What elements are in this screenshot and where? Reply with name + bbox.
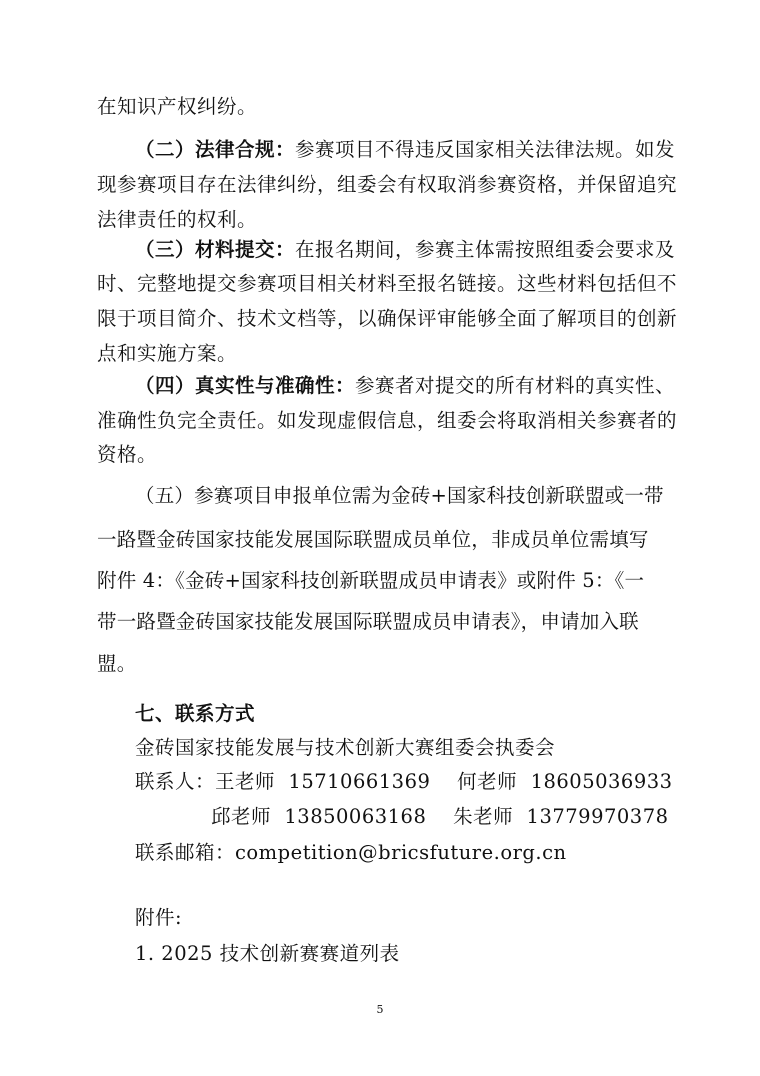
legal-compliance-text: 参赛项目不得违反国家相关法律法规。如发 — [295, 138, 676, 161]
membership-line-1: （五）参赛项目申报单位需为金砖+国家科技创新联盟或一带 — [135, 484, 664, 507]
membership-line-2: 一路暨金砖国家技能发展国际联盟成员单位，非成员单位需填写 — [97, 528, 649, 551]
material-submission-line-4: 点和实施方案。 — [97, 342, 238, 365]
page-number: 5 — [376, 1003, 384, 1016]
material-submission-text: 在报名期间，参赛主体需按照组委会要求及 — [295, 238, 676, 261]
intro-tail-line: 在知识产权纠纷。 — [97, 95, 258, 118]
legal-compliance-line-2: 现参赛项目存在法律纠纷，组委会有权取消参赛资格，并保留追究 — [97, 173, 678, 196]
membership-line-5: 盟。 — [97, 652, 137, 675]
legal-compliance-line-1 — [135, 138, 675, 162]
contact-heading: 七、联系方式 — [135, 702, 256, 725]
attachment-item-1: 1. 2025 技术创新赛赛道列表 — [135, 942, 400, 965]
legal-compliance-line-3: 法律责任的权利。 — [97, 208, 258, 231]
material-submission-line-2: 时、完整地提交参赛项目相关材料至报名链接。这些材料包括但不 — [97, 272, 678, 295]
membership-line-3: 附件 4：《金砖+国家科技创新联盟成员申请表》或附件 5：《一 — [97, 569, 645, 592]
material-submission-line-1 — [135, 238, 675, 262]
authenticity-text: 参赛者对提交的所有材料的真实性、 — [355, 374, 676, 397]
contact-persons-row-2: 邱老师 13850063168 朱老师 13779970378 — [211, 805, 669, 828]
contact-email-row — [135, 841, 567, 865]
legal-compliance-heading: （二）法律合规： — [135, 138, 296, 161]
contact-organizer: 金砖国家技能发展与技术创新大赛组委会执委会 — [135, 736, 556, 759]
contact-persons-first: 王老师 15710661369 何老师 18605036933 — [215, 770, 673, 793]
authenticity-line-2: 准确性负完全责任。如发现虚假信息，组委会将取消相关参赛者的 — [97, 409, 678, 432]
contact-email-link[interactable]: competition@bricsfuture.org.cn — [235, 841, 567, 864]
authenticity-line-1 — [135, 374, 675, 398]
attachments-label: 附件: — [135, 906, 183, 929]
contact-persons-row-1 — [135, 770, 673, 794]
contact-email-label: 联系邮箱： — [135, 841, 236, 864]
authenticity-line-3: 资格。 — [97, 443, 158, 466]
material-submission-heading: （三）材料提交： — [135, 238, 296, 261]
membership-line-4: 带一路暨金砖国家技能发展国际联盟成员申请表》，申请加入联 — [97, 610, 639, 633]
material-submission-line-3: 限于项目简介、技术文档等，以确保评审能够全面了解项目的创新 — [97, 307, 678, 330]
authenticity-heading: （四）真实性与准确性： — [135, 374, 356, 397]
contact-persons-label: 联系人： — [135, 770, 216, 793]
